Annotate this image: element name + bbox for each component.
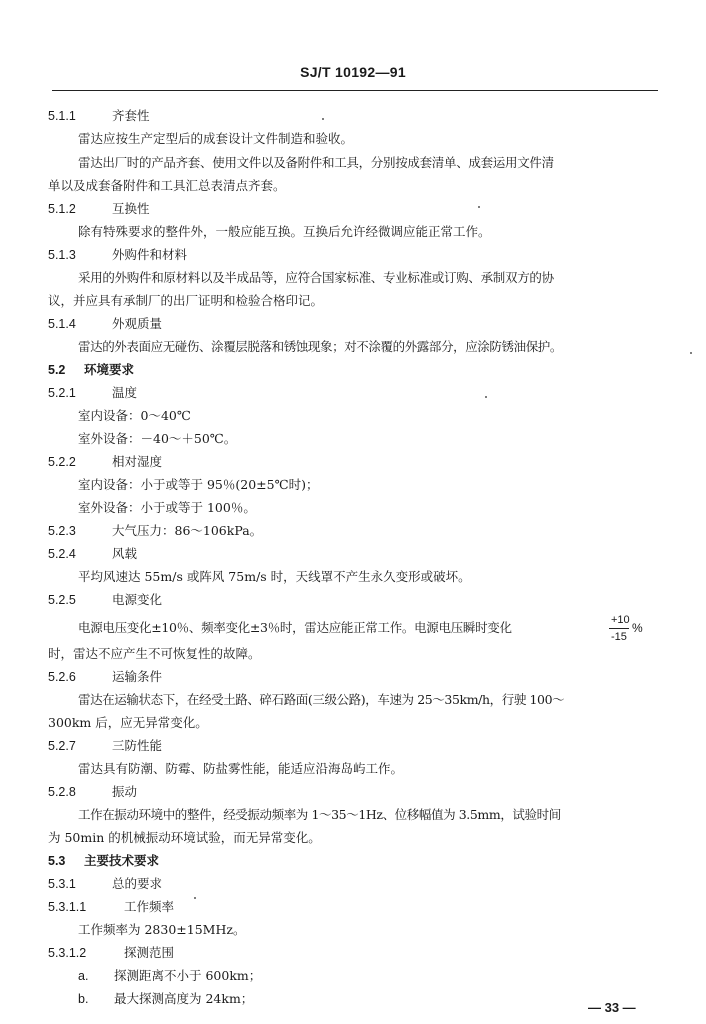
section-heading: 5.1.3 外购件和材料 — [48, 247, 188, 262]
list-item: b. 最大探测高度为 24km； — [78, 991, 254, 1006]
scan-speck — [485, 396, 487, 398]
section-heading: 5.3.1 总的要求 — [48, 876, 163, 891]
paragraph-line: 雷达出厂时的产品齐套、使用文件以及备附件和工具，分别按成套清单、成套运用文件清 — [78, 155, 554, 170]
paragraph-line: 室内设备：0～40℃ — [78, 408, 191, 423]
section-heading: 5.1.2 互换性 — [48, 201, 150, 216]
paragraph-line: 雷达应按生产定型后的成套设计文件制造和验收。 — [78, 131, 354, 146]
scan-speck — [478, 206, 480, 208]
section-heading: 5.2.2 相对湿度 — [48, 454, 163, 469]
section-heading: 5.2.3 大气压力：86～106kPa。 — [48, 523, 263, 538]
scan-speck — [194, 897, 196, 899]
section-heading: 5.2.1 温度 — [48, 385, 138, 400]
section-heading: 5.1.1 齐套性 — [48, 108, 150, 123]
paragraph-line: 为 50min 的机械振动环境试验，而无异常变化。 — [48, 830, 321, 845]
section-heading: 5.2.5 电源变化 — [48, 592, 163, 607]
scan-speck — [322, 118, 324, 120]
fraction-lower: -15 — [611, 631, 627, 643]
scan-speck — [690, 352, 692, 354]
page-number: — 33 — — [588, 1000, 636, 1015]
section-heading: 5.3.1.2 探测范围 — [48, 945, 175, 960]
fraction-bar — [609, 628, 629, 629]
fraction-unit: % — [632, 621, 643, 635]
paragraph-line: 采用的外购件和原材料以及半成品等，应符合国家标准、专业标准或订购、承制双方的协 — [78, 270, 554, 285]
paragraph-line: 室内设备：小于或等于 95％(20±5℃时)； — [78, 477, 319, 492]
document-header: SJ/T 10192—91 — [300, 64, 406, 80]
paragraph-line: 室外设备：－40～＋50℃。 — [78, 431, 237, 446]
paragraph-line: 雷达在运输状态下，在经受土路、碎石路面(三级公路)，车速为 25～35km/h，行驶 100～ — [78, 692, 565, 707]
list-item: a. 探测距离不小于 600km； — [78, 968, 262, 983]
paragraph-line: 平均风速达 55m/s 或阵风 75m/s 时，天线罩不产生永久变形或破坏。 — [78, 569, 471, 584]
section-heading: 5.2.7 三防性能 — [48, 738, 163, 753]
paragraph-line: 时，雷达不应产生不可恢复性的故障。 — [48, 646, 261, 661]
section-heading: 5.2.4 风载 — [48, 546, 138, 561]
paragraph-line: 300km 后，应无异常变化。 — [48, 715, 208, 730]
paragraph-line: 单以及成套备附件和工具汇总表清点齐套。 — [48, 178, 286, 193]
paragraph-line: 雷达的外表面应无碰伤、涂覆层脱落和锈蚀现象；对不涂覆的外露部分，应涂防锈油保护。 — [78, 339, 563, 354]
section-heading: 5.3 主要技术要求 — [48, 853, 160, 868]
section-heading: 5.3.1.1 工作频率 — [48, 899, 175, 914]
paragraph-line: 除有特殊要求的整件外，一般应能互换。互换后允许经微调应能正常工作。 — [78, 224, 491, 239]
header-rule — [52, 90, 658, 91]
section-heading: 5.2.8 振动 — [48, 784, 138, 799]
section-heading: 5.2 环境要求 — [48, 362, 135, 377]
paragraph-line: 电源电压变化±10％、频率变化±3％时，雷达应能正常工作。电源电压瞬时变化 — [78, 620, 512, 635]
section-heading: 5.2.6 运输条件 — [48, 669, 163, 684]
fraction-upper: +10 — [611, 614, 630, 626]
paragraph-line: 工作频率为 2830±15MHz。 — [78, 922, 246, 937]
paragraph-line: 工作在振动环境中的整件，经受振动频率为 1～35～1Hz、位移幅值为 3.5mm，试验时间 — [78, 807, 561, 822]
paragraph-line: 议，并应具有承制厂的出厂证明和检验合格印记。 — [48, 293, 324, 308]
section-heading: 5.1.4 外观质量 — [48, 316, 163, 331]
paragraph-line: 雷达具有防潮、防霉、防盐雾性能，能适应沿海岛屿工作。 — [78, 761, 404, 776]
paragraph-line: 室外设备：小于或等于 100％。 — [78, 500, 256, 515]
